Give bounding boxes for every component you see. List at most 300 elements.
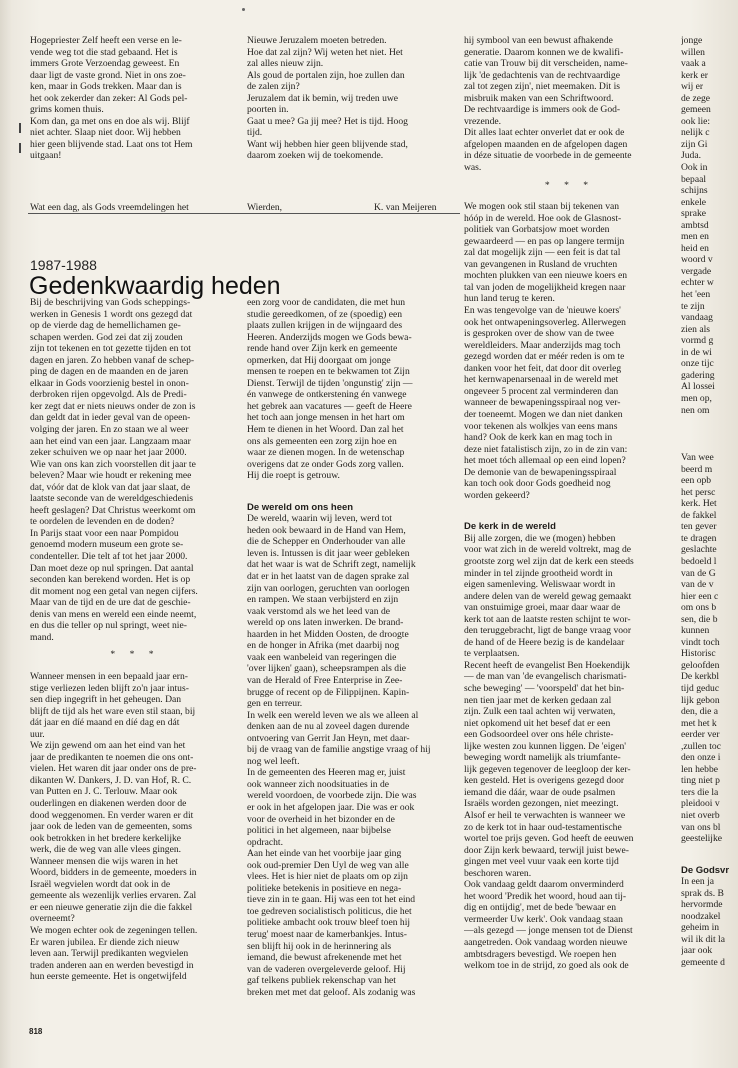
text-line: uur.	[30, 728, 45, 740]
text-line: afgelopen maanden en de afgelopen dagen	[464, 138, 628, 150]
margin-mark	[19, 143, 21, 153]
text-line: te oordelen de levenden en de doden?	[30, 516, 175, 528]
text-line: en dus die teller op nul springt, weet nie-	[30, 620, 187, 632]
text-line: jonge	[681, 35, 703, 46]
article-years: 1987-1988	[30, 257, 97, 273]
text-line: vrezende.	[464, 115, 502, 127]
text-line: sche beweging' — 'voorspeld' dat het bin-	[464, 682, 625, 694]
text-line: zijn. Zulk een taal achten wij verwaten,	[464, 706, 616, 718]
text-line: leven aan. Terwijl predikanten wegvielen	[30, 948, 189, 960]
text-line: —als gezegd — jonge mensen tot de Dienst	[464, 925, 633, 937]
text-line: hand? Ook de kerk kan en mag toch in	[464, 432, 613, 444]
text-line: Maar van de tijd en de ure dat de geschie-	[30, 597, 191, 609]
text-line: ting niet p	[681, 775, 720, 787]
text-line: denken aan de nu al zoveel dagen durende	[247, 721, 410, 733]
text-line: volging der jaren. En zo staan we al weer	[30, 424, 189, 436]
text-line: was.	[464, 162, 482, 174]
text-line: nelijk c	[681, 127, 710, 139]
text-line: gadering	[681, 369, 715, 381]
text-line: wij er	[681, 81, 704, 93]
text-line: In welk een wereld leven we als we alleen al	[247, 709, 419, 721]
text-line: lijk 'de gedachtenis van de rechtvaardige	[464, 69, 620, 81]
text-line: Gaat u mee? Ga jij mee? Het is tijd. Hoog	[247, 115, 408, 127]
text-line: ,zullen toc	[681, 740, 721, 752]
text-line: wanneer de bewapeningsspiraal nog ver-	[464, 397, 621, 409]
text-line: kerk er	[681, 69, 708, 81]
text-line: toe gedreven socialistisch politicus, die het	[247, 905, 412, 917]
text-line: de zege	[681, 92, 711, 104]
text-line: van de G	[681, 567, 716, 579]
text-line: het woord 'Predik het woord, houd aan tij-	[464, 890, 627, 902]
article-column-3	[464, 35, 675, 972]
text-line: het persc	[681, 486, 716, 498]
text-line: er een nieuwe generatie zijn die die fakkel	[30, 901, 193, 913]
text-line: hervormde	[681, 899, 723, 911]
text-line: den, die a	[681, 706, 719, 718]
text-line: Dan moet deze op nul springen. Dat aantal	[30, 562, 194, 574]
text-line: tal van joden de mogelijkheid kregen naar	[464, 281, 626, 293]
text-line: haarden in het Midden Oosten, de droogte	[247, 628, 409, 640]
text-line: te dragen	[681, 532, 717, 544]
text-line: studie gereedkomen, of ze (spoedig) een	[247, 308, 403, 320]
text-line: op de vierde dag de hemellichamen ge-	[30, 320, 181, 332]
text-line: vaak verstomd als we het leed van de	[247, 605, 391, 617]
text-line: vindt toch	[681, 636, 720, 648]
text-line: Als goud de portalen zijn, hoe zullen dan	[247, 69, 405, 81]
text-line: Juda.	[681, 150, 701, 162]
text-line: zijn van oorlogen, geruchten van oorlogen	[247, 582, 410, 594]
text-line: rende hand over Zijn kerk en gemeente	[247, 343, 398, 355]
top-column-1	[30, 35, 240, 162]
text-line: vermeerder Uw kerk'. Ook vandaag staan	[464, 913, 623, 925]
text-line: het moet tóch allemaal op een eind lopen?	[464, 455, 626, 467]
text-line: de zalen zijn?	[247, 81, 300, 93]
text-line: beleven? Maar wie houdt er rekening mee	[30, 470, 192, 482]
section-break-stars: * * *	[544, 179, 595, 191]
text-line: sen blijft hij ook in de herinnering als	[247, 940, 392, 952]
text-line: Wie van ons kan zich voorstellen dit jaar te	[30, 458, 196, 470]
text-line: hier geen blijvende stad. Laat ons tot Hem	[30, 138, 193, 150]
text-line: ook betrokken in het bredere kerkelijke	[30, 832, 182, 844]
text-line: len hebbe	[681, 763, 719, 775]
text-line: beschoren waren.	[464, 867, 532, 879]
text-line: We zijn gewend om aan het eind van het	[30, 740, 186, 752]
text-line: Alsof er heil te verwachten is wanneer we	[464, 810, 626, 821]
text-line: is gesproken over de show van de twee	[464, 328, 614, 340]
line-spacer	[681, 440, 738, 452]
text-line: ontvoering van Gerrit Jan Heyn, met daar-	[247, 732, 410, 744]
text-line: geloofden	[681, 659, 720, 671]
text-line: enkele	[681, 196, 707, 208]
line-spacer	[247, 482, 457, 494]
text-line: jaar ook de leden van de gemeenten, soms	[30, 821, 192, 833]
text-line: sen diep ingegrift in het geheugen. Dan	[30, 694, 182, 706]
text-line: beweging wordt namelijk als triumfante-	[464, 752, 621, 764]
text-line: het kernwapenarsenaal in de wereld met	[464, 374, 619, 386]
text-line: én vanwege de ontkerstening én vanwege	[247, 389, 407, 401]
text-line: De demonie van de bewapeningsspiraal	[464, 466, 617, 478]
text-line: gaf telkens publiek rekenschap van het	[247, 975, 396, 987]
text-line: kerk. Het	[681, 498, 717, 510]
text-line: immers Grote Verzoendag geweest. En	[30, 58, 180, 70]
text-line: van de Herald of Free Enterprise in Zee-	[247, 674, 403, 686]
text-line: van de vaderen overgeleverde geloof. Hij	[247, 963, 406, 975]
text-line: sprake	[681, 208, 707, 220]
text-line: gezegd worden dat er méér reden is om te	[464, 351, 625, 363]
text-line: grims komen thuis.	[30, 104, 104, 116]
text-line: bedoeld l	[681, 555, 717, 567]
text-line: aan het eind van een jaar. Langzaam maar	[30, 435, 191, 447]
text-line: wil ik dit la	[681, 933, 725, 945]
text-line: laatste seconde van de wereldgeschiedenis	[30, 493, 194, 505]
line-spacer	[464, 501, 675, 513]
text-line: tijd geduc	[681, 682, 720, 694]
text-line: heid en	[681, 242, 709, 254]
text-line: een zorg voor de candidaten, die met hun	[247, 297, 406, 308]
text-line: wereld voordoen, de voorbede zijn. Die was	[247, 790, 417, 802]
text-line: vormd g	[681, 335, 714, 347]
text-line: De kerkbl	[681, 671, 720, 683]
text-line: ook oud-premier Den Uyl de weg van alle	[247, 859, 409, 871]
text-line: De rechtvaardige is immers ook de God-	[464, 104, 621, 116]
text-line: politieke ambacht ook trouw bleef toen hij	[247, 917, 411, 929]
text-line: de hand of de Heere bezig is de kandelaar	[464, 636, 625, 648]
section-divider	[28, 213, 460, 214]
text-line: sprak ds. B	[681, 887, 724, 899]
text-line: een opb	[681, 475, 712, 487]
text-line: jaar ook	[681, 945, 713, 957]
text-line: — de man van 'de evangelisch charismati-	[464, 671, 627, 683]
text-line: We mogen ook stil staan bij tekenen van	[464, 201, 620, 213]
text-line: vandaag	[681, 312, 713, 324]
text-line: zeker schuiven we op naar het jaar 2000.	[30, 447, 187, 459]
text-line: van gevangenen in Rusland de vruchten	[464, 258, 618, 270]
text-line: dat er in het laatst van de dagen sprake zal	[247, 571, 410, 583]
text-line: ker zegt dat er niets nieuws onder de zon is	[30, 400, 196, 412]
text-line: breken met met dat geloof. Als zodanig was	[247, 986, 416, 998]
text-line: Israëls worden gezongen, niet meezingt.	[464, 798, 619, 810]
text-line: onze tijc	[681, 358, 714, 370]
text-line: brugge of recent op de Filippijnen. Kapin-	[247, 686, 410, 698]
text-line: het ook zekerder dan zeker: Al Gods pel-	[30, 92, 188, 104]
text-line: ken gesteld. Het is overigens gezegd door	[464, 775, 625, 787]
text-line: voor wat zich in de wereld voltrekt, mag de	[464, 544, 632, 556]
text-line: In een ja	[681, 876, 715, 888]
text-line: Woord, bidders in de gemeente, moeders in	[30, 867, 197, 879]
text-line: schapen werden. God zei dat zij zouden	[30, 331, 183, 343]
text-line: hóóp in de wereld. Hoe ook de Glasnost-	[464, 212, 622, 224]
text-line: Hem te dienen in het Woord. Dan zal het	[247, 424, 404, 436]
text-line: Hoe dat zal zijn? Wij weten het niet. Het	[247, 46, 403, 58]
text-line: opmerken, dat Hij doorgaat om jonge	[247, 354, 391, 366]
text-line: hij symbool van een bewust afhakende	[464, 35, 613, 46]
text-line: kan toch ook door Gods goedheid nog	[464, 478, 611, 490]
text-line: Dienst. Terwijl de tijden 'ongunstig' zijn —	[247, 377, 413, 389]
text-line: werken in Genesis 1 wordt ons gezegd dat	[30, 308, 193, 320]
text-line: Recent heeft de evangelist Ben Hoekendijk	[464, 659, 630, 671]
text-line: ongeveer 5 procent zal verminderen dan	[464, 385, 619, 397]
text-line: nen tien jaar met de kerken gedaan zal	[464, 694, 612, 706]
text-line: niet overb	[681, 810, 720, 821]
text-line: ten gever	[681, 521, 717, 533]
text-line: grootste zorg wel zijn dat de kerk een steeds	[464, 555, 634, 567]
text-line: tijd.	[247, 127, 263, 139]
text-line: jaar de predikanten te noemen die ons ont-	[30, 751, 194, 763]
text-line: vielen. Het waren dit jaar onder ons de pre-	[30, 763, 197, 775]
signoff-place: Wierden,	[247, 202, 283, 213]
text-line: mochten plukken van een nieuwe koers en	[464, 270, 628, 282]
text-line: zijn Gi	[681, 138, 708, 150]
text-line: nen om	[681, 404, 710, 416]
section-subheading: De wereld om ons heen	[247, 501, 354, 513]
text-line: stige verliezen leden blijft zo'n jaar intus-	[30, 682, 189, 694]
text-line: dikanten W. Dankers, J. D. van Hof, R. C.	[30, 774, 192, 786]
text-line: sen, die b	[681, 613, 718, 625]
text-line: leven is. Intussen is dit jaar weer gebleken	[247, 547, 410, 559]
signoff-left: Wat een dag, als Gods vreemdelingen het	[30, 202, 189, 213]
article-column-1	[30, 297, 240, 983]
text-line: dát jaar en díé maand en díé dag en dát	[30, 717, 180, 729]
text-line: De wereld, waarin wij leven, werd tot	[247, 513, 392, 525]
text-line: hier een c	[681, 590, 719, 602]
text-line: blijft de tijd als het ware even stil staan, bij	[30, 705, 196, 717]
text-line: dagen en jaren. Zo hebben vanaf de schep-	[30, 354, 195, 366]
text-line: generatie. Daarom konnen we de kwalifi-	[464, 46, 624, 58]
text-line: Hogepriester Zelf heeft een verse en le-	[30, 35, 182, 46]
text-line: eigen samenleving. Weliswaar wordt in	[464, 579, 616, 591]
text-line: werk, die de weg van alle vlees gingen.	[30, 844, 182, 856]
text-line: voor tekenen als wolkjes van eens mans	[464, 420, 618, 432]
text-line: dit moment nog een getal van negen cijfers.	[30, 585, 198, 597]
text-line: te verplaatsen.	[464, 648, 520, 660]
text-line: seconden kan berekend worden. Het is op	[30, 574, 191, 586]
text-line: mensen te roepen en te bekwamen tot Zijn	[247, 366, 410, 378]
text-line: door Zijn kerk bewaard, terwijl juist bewe-	[464, 844, 629, 856]
text-line: lijk gebon	[681, 694, 720, 706]
text-line: gemeente als wezenlijk verlies ervaren. Zal	[30, 890, 197, 902]
text-line: der toeneemt. Mogen we dan niet danken	[464, 408, 623, 420]
text-line: Wanneer mensen in een bepaald jaar ern-	[30, 670, 188, 682]
text-line: van Putten en J. C. Terlouw. Maar ook	[30, 786, 178, 798]
text-line: misbruik maken van een Schriftwoord.	[464, 92, 614, 104]
text-line: zien als	[681, 323, 711, 335]
article-column-2	[247, 297, 457, 998]
text-line: deze niet fatalistisch zijn, zo in de zin van:	[464, 443, 628, 455]
text-line: te zijn	[681, 300, 705, 312]
binding-dot	[242, 8, 245, 11]
text-line: zo de kerk tot in haar oud-testamentische	[464, 821, 622, 833]
text-line: beerd m	[681, 463, 713, 475]
text-line: ook wanneer zich noodsituaties in de	[247, 778, 389, 790]
text-line: Bij alle zorgen, die we (mogen) hebben	[464, 532, 616, 544]
text-line: hun eerste gemeente. Het is ongetwijfeld	[30, 971, 187, 983]
text-line: zal alles nieuw zijn.	[247, 58, 324, 70]
text-line: Ook vandaag geldt daarom onverminderd	[464, 879, 624, 891]
text-line: ambtsd	[681, 219, 709, 231]
text-line: ping de dagen en de maanden en de jaren	[30, 366, 189, 378]
text-line: worden gekeerd?	[464, 489, 530, 501]
text-line: Aan het einde van het voorbije jaar ging	[247, 848, 402, 860]
text-line: ons als gemeenten een zorg zijn hoe en	[247, 435, 397, 447]
text-line: politieke betekenis in positieve en nega-	[247, 882, 402, 894]
text-line: om ons b	[681, 602, 717, 614]
text-line: welkom toe in de strijd, zo goed als ook de	[464, 960, 629, 972]
text-line: men op,	[681, 392, 712, 404]
text-line: opdracht.	[247, 836, 283, 848]
text-line: en rampen. We staan verbijsterd en zijn	[247, 594, 399, 606]
text-line: Wanneer mensen die wijs waren in het	[30, 855, 178, 867]
text-line: genoemd modern museum een grote se-	[30, 539, 184, 551]
text-line: In Parijs staat voor een naar Pompidou	[30, 527, 179, 539]
text-line: eerder ver	[681, 729, 720, 741]
text-line: tieve zin in te gaan. Hij was een tot het eind	[247, 894, 416, 906]
text-line: bepaal	[681, 173, 707, 185]
text-line: vaak een wanbeleid van regeringen die	[247, 651, 397, 663]
text-line: woord v	[681, 254, 713, 266]
text-line: Jeruzalem dat ik bemin, wij treden uwe	[247, 92, 399, 104]
text-line: en de honger in Afrika (met daarbij nog	[247, 640, 400, 652]
text-line: geslachte	[681, 544, 717, 556]
text-line: ters die la	[681, 786, 719, 798]
text-line: Kom dan, ga met ons en doe als wij. Blijf	[30, 115, 190, 127]
text-line: derbroken rijen opgevolgd. Als de Predi-	[30, 389, 187, 401]
text-line: elkaar in Gods voorzienig bestel in onon-	[30, 377, 189, 389]
text-line: wortel toe prijs geven. God heeft de eeuwen	[464, 833, 634, 845]
text-line: daar ligt de vaste grond. Niet in ons zoe-	[30, 69, 186, 81]
text-line: gemeen	[681, 104, 711, 116]
text-line: willen	[681, 46, 705, 58]
text-line: Er waren jubilea. Er diende zich nieuw	[30, 936, 180, 948]
text-line: pleidooi v	[681, 798, 720, 810]
text-line: ambtsdragers bevestigd. We roepen hen	[464, 948, 617, 960]
text-line: gen en terreur.	[247, 698, 303, 710]
text-line: noodzakel	[681, 910, 721, 922]
section-subheading: De Godsvr	[681, 864, 730, 876]
text-line: dood weggenomen. En verder waren er dit	[30, 809, 194, 821]
text-line: voor de overheid in het bizonder en de	[247, 813, 395, 825]
text-line: Nieuwe Jeruzalem moeten betreden.	[247, 35, 387, 46]
text-line: terug' moest naar de kamerbankjes. Intus-	[247, 928, 407, 940]
text-line: zal dat mogelijk zijn — een feit is dat tal	[464, 247, 621, 259]
text-line: We mogen echter ook de zegeningen tellen.	[30, 924, 198, 936]
text-line: Want wij hebben hier geen blijvende stad,	[247, 138, 408, 150]
section-break-stars: * * *	[110, 649, 160, 661]
text-line: ouderlingen en diakenen werden door de	[30, 797, 187, 809]
text-line: geheim in	[681, 922, 720, 934]
text-line: lijke westen zou kunnen liggen. De 'eigen'	[464, 740, 626, 752]
text-line: niet opkomend uit het besef dat er een	[464, 717, 611, 729]
text-line: van onstuimige groei, maar daar waar de	[464, 602, 621, 614]
text-line: zal tot zegen zijn', niet meemaken. Dit is	[464, 81, 620, 93]
text-line: van de v	[681, 579, 714, 591]
text-line: daarom zoeken wij de toekomende.	[247, 150, 384, 162]
text-line: vergade	[681, 265, 712, 277]
text-line: gemeente d	[681, 957, 725, 969]
text-line: kerk tot aan de laatste resten schijnt te wor-	[464, 613, 631, 625]
page-number: 818	[29, 1027, 43, 1036]
text-line: het toch aan jonge mensen in het hart om	[247, 412, 405, 424]
text-line: mand.	[30, 631, 54, 643]
text-line: van ons bl	[681, 821, 721, 833]
text-line: den onze i	[681, 752, 721, 764]
text-line: het 'een	[681, 289, 711, 301]
line-spacer	[681, 845, 738, 857]
text-line: schijns	[681, 185, 708, 197]
text-line: gingen met veel vuur vaak een korte tijd	[464, 856, 619, 868]
text-line: iemand die dáár, waar de oude psalmen	[464, 786, 616, 798]
text-line: lijk gegeven tegenover de leegloop der ker-	[464, 763, 631, 775]
text-line: catie van Trouw bij dit verscheiden, name-	[464, 58, 628, 70]
text-line: die de Schepper en Onderhouder van alle	[247, 536, 406, 548]
text-line: dig en ontijdig', met de bede 'bewaar en	[464, 902, 617, 914]
text-line: condenteller. Die telt af tot het jaar 2000.	[30, 551, 188, 563]
text-line: Al lossei	[681, 381, 715, 393]
line-spacer	[681, 416, 738, 428]
text-line: politici in het algemeen, naar bijbelse	[247, 825, 391, 837]
text-line: hun land terug te keren.	[464, 293, 555, 305]
text-line: In de gemeenten des Heeren mag er, juist	[247, 767, 406, 779]
text-line: het gebrek aan vacatures — geeft de Heere	[247, 400, 412, 412]
text-line: dan geldt dat in ieder geval van de opeen-	[30, 412, 191, 424]
text-line: Bij de beschrijving van Gods scheppings-	[30, 297, 191, 308]
text-line: kunnen	[681, 625, 710, 637]
section-subheading: De kerk in de wereld	[464, 521, 556, 533]
text-line: ook het ontwapeningsoverleg. Allerwegen	[464, 316, 626, 328]
text-line: gewaardeerd — en pas op langere termijn	[464, 235, 625, 247]
author-name: K. van Meijeren	[374, 202, 437, 213]
text-line: heden ook bewaard in de Hand van Hem,	[247, 524, 406, 536]
text-line: vlees. Het is hier niet de plaats om op zijn	[247, 871, 408, 883]
text-line: Dit alles laat echter onverlet dat er ook de	[464, 127, 625, 139]
text-line: politiek van Gorbatsjow moet worden	[464, 224, 610, 236]
text-line: niet achter. Slaap niet door. Wij hebben	[30, 127, 181, 139]
text-line: Van wee	[681, 452, 714, 464]
text-line: echter w	[681, 277, 714, 289]
text-line: Heeren. Anderzijds mogen we Gods bewa-	[247, 331, 412, 343]
text-line: denis van mens en wereld een einde neemt,	[30, 608, 197, 620]
text-line: Hij die roept is getrouw.	[247, 470, 340, 482]
text-line: waar ze dienen mogen. In de wetenschap	[247, 447, 405, 459]
text-line: 'over lijken' gaan), scheepsrampen als die	[247, 663, 407, 675]
text-line: uitgaan!	[30, 150, 62, 162]
text-line: vaak a	[681, 58, 706, 70]
article-title: Gedenkwaardig heden	[29, 272, 281, 300]
text-line: er ook in het afgelopen jaar. Die was er ook	[247, 801, 415, 813]
text-line: vende weg tot die stad gebaand. Het is	[30, 46, 178, 58]
text-line: iemand, die bewust afrekenende met het	[247, 952, 402, 964]
text-line: Historisc	[681, 648, 716, 660]
text-line: men en	[681, 231, 709, 243]
text-line: Ook in	[681, 162, 708, 174]
line-spacer	[681, 428, 738, 440]
margin-mark	[19, 123, 21, 133]
text-line: danken voor het feit, dat door dit overleg	[464, 362, 622, 374]
text-line: overneemt?	[30, 913, 75, 925]
text-line: En was tengevolge van de 'nieuwe koers'	[464, 305, 621, 317]
text-line: dat het waar is wat de Schrift zegt, namelijk	[247, 559, 416, 571]
text-line: Israël wegvielen wordt dat ook in de	[30, 878, 171, 890]
text-line: met het k	[681, 717, 717, 729]
article-column-4-cropped	[681, 35, 738, 969]
text-line: een Godsoordeel over ons héle christe-	[464, 729, 614, 741]
text-line: in de wi	[681, 346, 712, 358]
text-line: den teruggebracht, ligt de bange vraag voor	[464, 625, 632, 637]
text-line: plaats zullen krijgen in de wijngaard des	[247, 320, 403, 332]
text-line: aangetreden. Ook vandaag worden nieuwe	[464, 937, 628, 949]
text-line: ken, maar in Gods trekken. Maar dan is	[30, 81, 182, 93]
text-line: geestelijke	[681, 833, 723, 845]
text-line: overigens dat ze onder Gods zorg vallen.	[247, 458, 404, 470]
